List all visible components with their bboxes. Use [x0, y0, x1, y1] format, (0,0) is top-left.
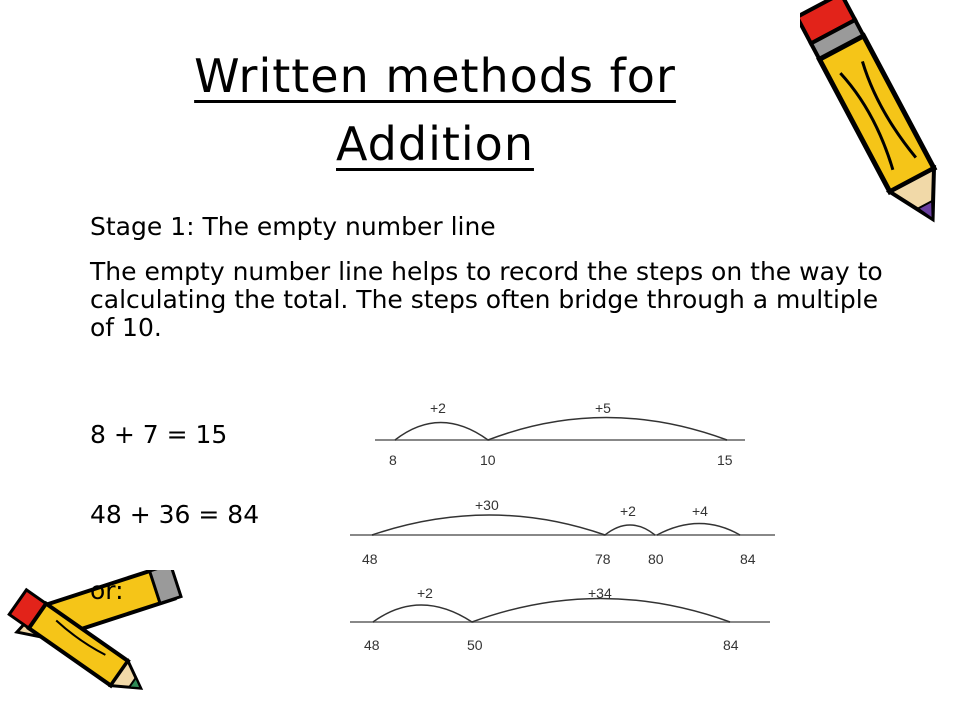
equation-2: 48 + 36 = 84: [90, 500, 260, 529]
jump-label: +30: [475, 497, 499, 513]
point-label: 50: [467, 637, 483, 653]
point-label: 84: [740, 551, 756, 567]
description-paragraph: The empty number line helps to record the steps on the way to calculating the total. The steps often bridge through a multiple of 10.: [90, 257, 883, 342]
title-line-2: Addition: [336, 117, 534, 171]
point-label: 78: [595, 551, 611, 567]
equation-1: 8 + 7 = 15: [90, 420, 228, 449]
number-line-3: [350, 585, 770, 653]
stage-heading: Stage 1: The empty number line: [90, 212, 496, 241]
jump-label: +2: [417, 585, 433, 601]
jump-label: +5: [595, 400, 611, 416]
title-line-1: Written methods for: [194, 49, 676, 103]
number-line-2: [350, 497, 775, 567]
point-label: 80: [648, 551, 664, 567]
jump-label: +2: [430, 400, 446, 416]
point-label: 15: [717, 452, 733, 468]
point-label: 8: [389, 452, 397, 468]
point-label: 48: [364, 637, 380, 653]
jump-label: +34: [588, 585, 612, 601]
point-label: 48: [362, 551, 378, 567]
jump-label: +2: [620, 503, 636, 519]
point-label: 84: [723, 637, 739, 653]
jump-label: +4: [692, 503, 708, 519]
equation-3-label: or:: [90, 576, 124, 605]
number-line-1: [375, 400, 745, 468]
point-label: 10: [480, 452, 496, 468]
